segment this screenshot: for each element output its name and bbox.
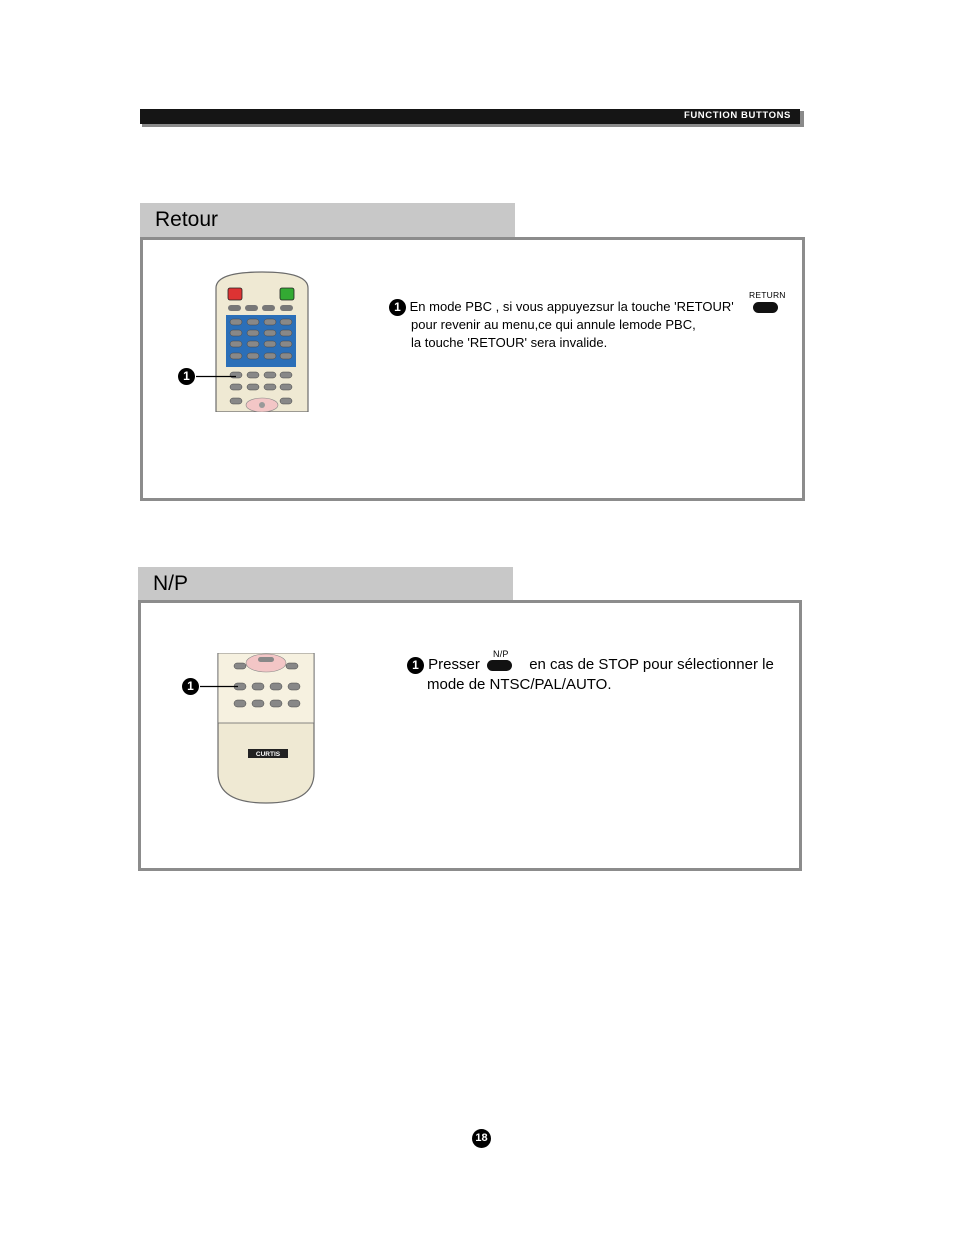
section-title: N/P [153, 572, 189, 595]
page-number: 18 [472, 1129, 491, 1148]
retour-instructions [389, 298, 751, 352]
brand-logo: CURTIS [255, 751, 281, 758]
step-number: 1 [389, 299, 406, 316]
callout-line [200, 685, 238, 689]
callout-line [196, 375, 236, 379]
np-text-after-key: en cas de STOP pour sélectionner le [529, 656, 774, 673]
np-key-icon [487, 660, 512, 671]
np-instructions [407, 655, 792, 695]
callout-1-np: 1 [182, 678, 199, 696]
return-key-label: RETURN [749, 290, 786, 300]
section-tab-retour [140, 203, 515, 238]
retour-line-2: pour revenir au menu,ce qui annule lemode PBC, [411, 317, 696, 333]
np-key-label: N/P [493, 649, 509, 659]
section-tab-np [138, 567, 513, 602]
header-bar [140, 109, 800, 124]
section-title: Retour [155, 208, 219, 231]
np-line-2: mode de NTSC/PAL/AUTO. [427, 676, 612, 693]
return-key-icon [753, 302, 778, 313]
remote-control-top-illustration [214, 270, 310, 412]
retour-line-3: la touche 'RETOUR' sera invalide. [411, 335, 608, 351]
retour-line-1: En mode PBC , si vous appuyezsur la touche 'RETOUR' [409, 299, 734, 314]
remote-control-bottom-illustration [214, 653, 318, 805]
header-title: FUNCTION BUTTONS [683, 110, 791, 121]
np-text-before-key: Presser [428, 656, 480, 673]
callout-1-retour: 1 [178, 368, 195, 386]
step-number: 1 [407, 657, 424, 674]
